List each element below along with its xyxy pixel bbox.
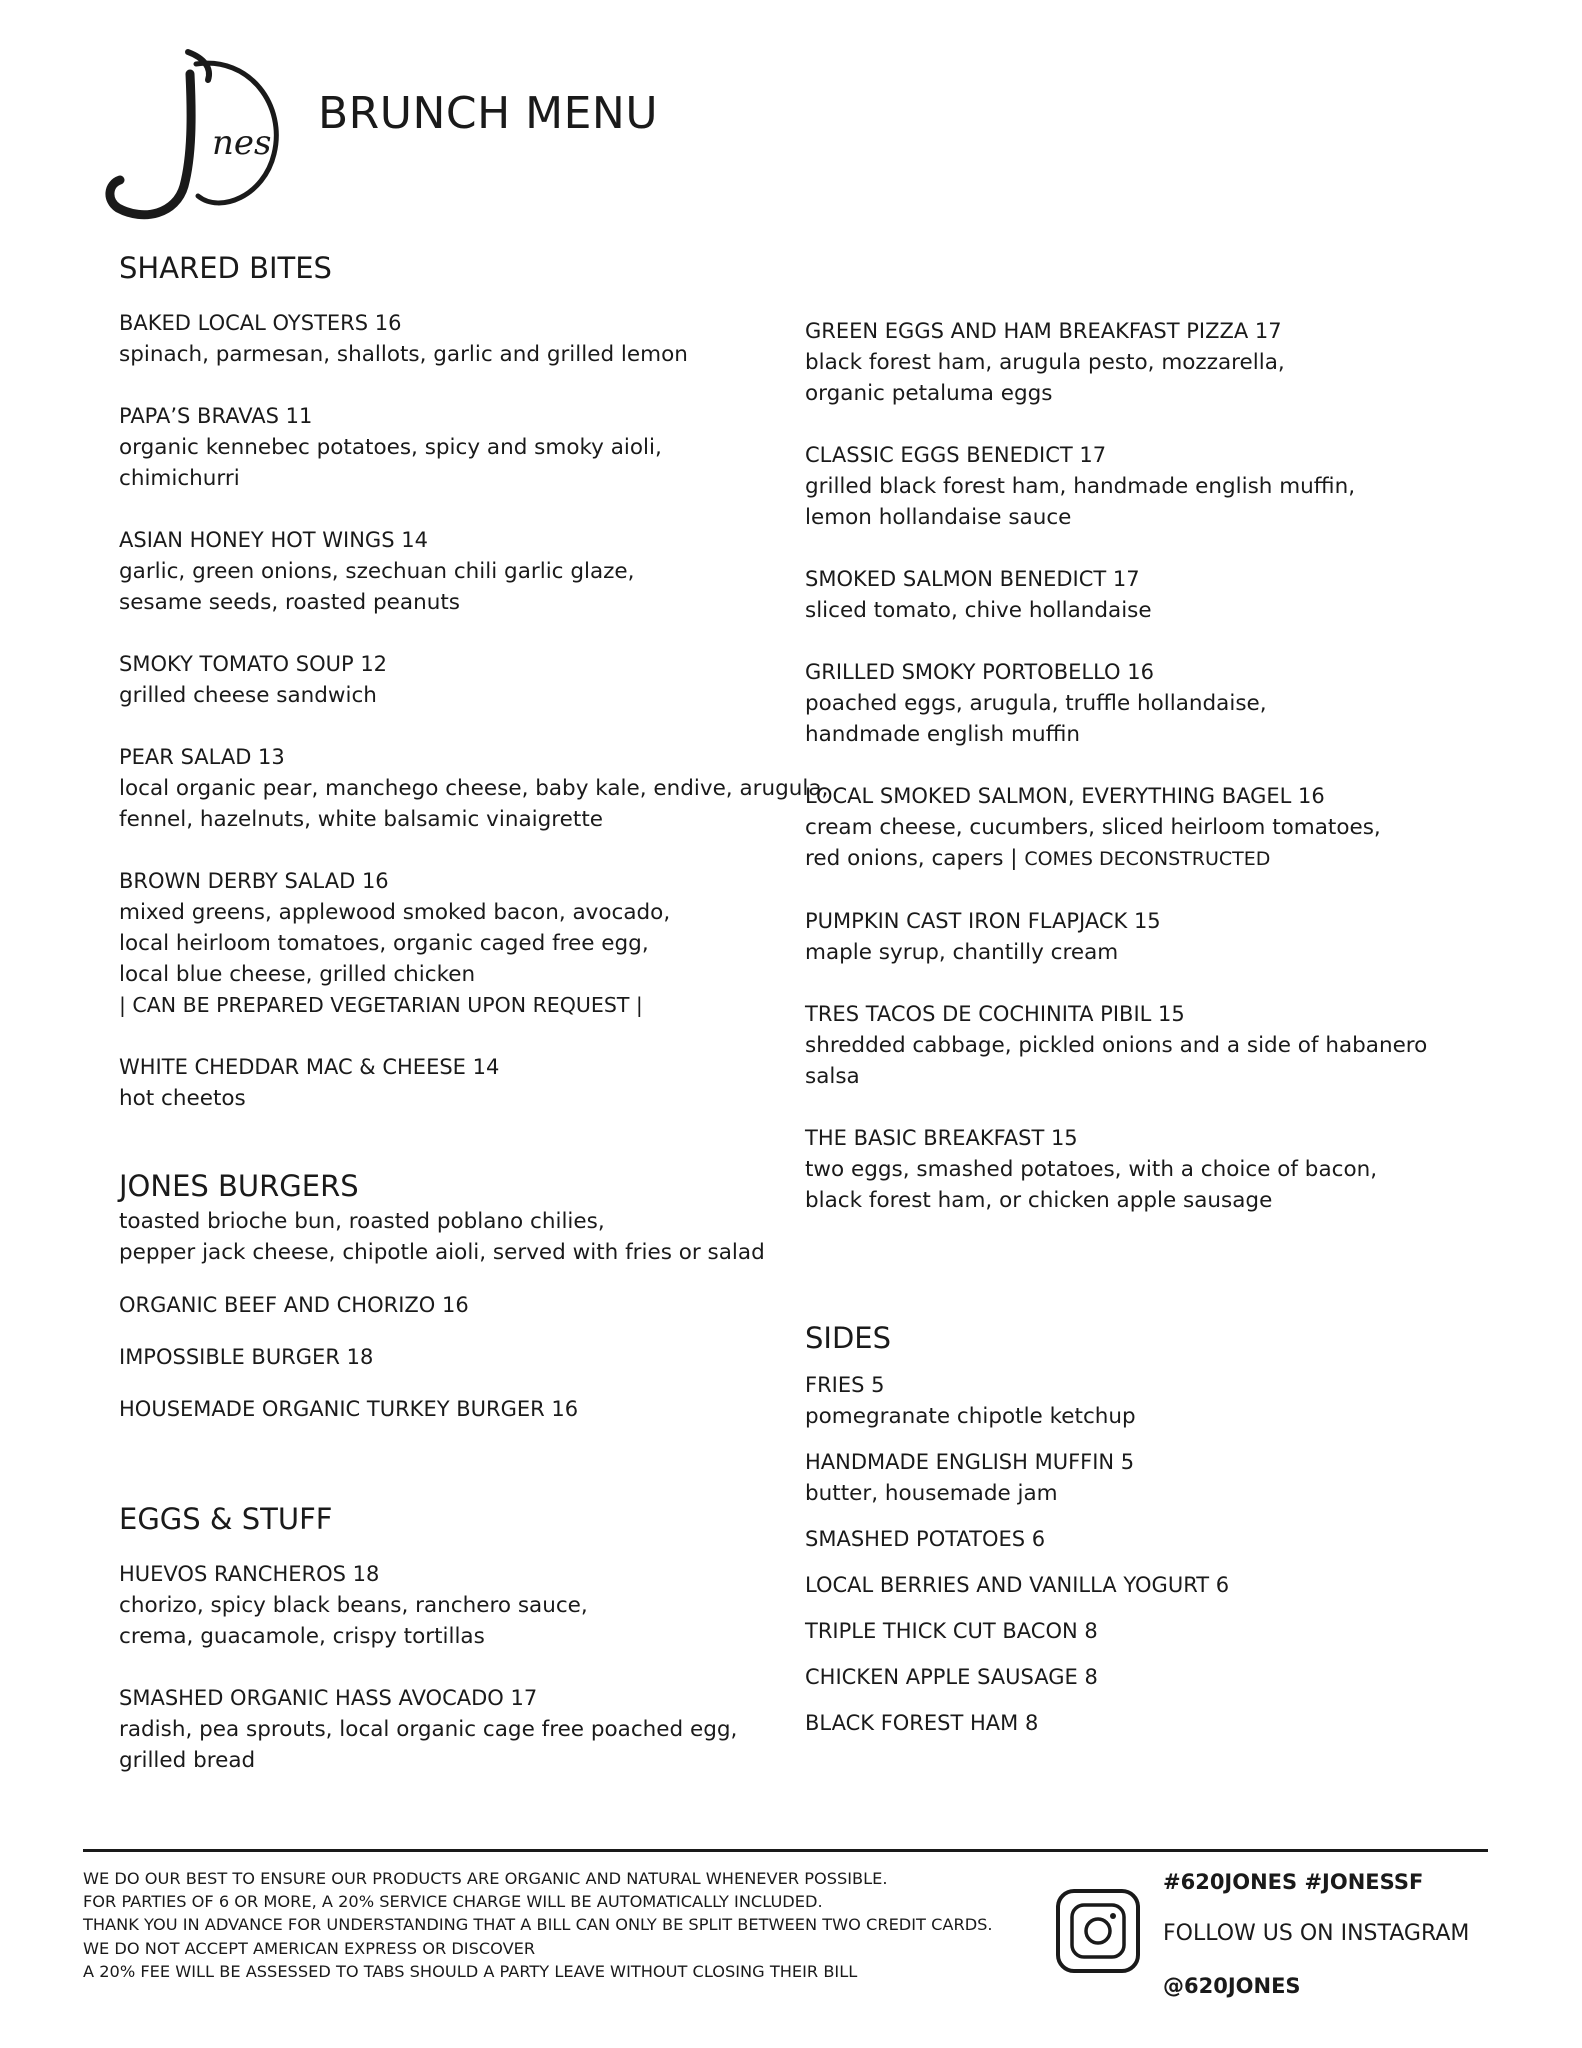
menu-item-name: IMPOSSIBLE BURGER 18 — [119, 1345, 374, 1369]
footer-note: THANK YOU IN ADVANCE FOR UNDERSTANDING THAT A BILL CAN ONLY BE SPLIT BETWEEN TWO CREDIT CARDS. — [83, 1915, 993, 1935]
menu-item-name: ASIAN HONEY HOT WINGS 14 — [119, 528, 428, 552]
page-title: BRUNCH MENU — [318, 88, 659, 139]
menu-item-desc: fennel, hazelnuts, white balsamic vinaigrette — [119, 807, 603, 832]
menu-item-desc-text: maple syrup, chantilly cream — [805, 940, 1119, 965]
side-item-name: CHICKEN APPLE SAUSAGE 8 — [805, 1665, 1098, 1689]
menu-item-name: TRES TACOS DE COCHINITA PIBIL 15 — [805, 1002, 1185, 1026]
menu-item-desc — [805, 595, 1455, 626]
menu-item-desc-text: shredded cabbage, pickled onions and a side of habanero salsa — [805, 1033, 1428, 1089]
menu-item — [805, 781, 1455, 875]
right-items-list — [805, 316, 1455, 1216]
menu-item-desc: grilled bread — [119, 1748, 256, 1773]
section-title-shared-bites: SHARED BITES — [119, 251, 332, 285]
menu-item-desc — [805, 719, 1455, 750]
burgers-list — [119, 1290, 839, 1425]
side-item — [805, 1570, 1455, 1601]
side-item-name: SMASHED POTATOES 6 — [805, 1527, 1046, 1551]
side-item — [805, 1616, 1455, 1647]
hashtags: #620JONES #JONESSF — [1163, 1870, 1424, 1894]
menu-item-desc-text: sliced tomato, chive hollandaise — [805, 598, 1152, 623]
menu-item-name: GRILLED SMOKY PORTOBELLO 16 — [805, 660, 1154, 684]
jones-logo — [100, 46, 290, 226]
menu-item-desc-text: cream cheese, cucumbers, sliced heirloom tomatoes, — [805, 815, 1381, 840]
menu-item-desc — [805, 471, 1455, 502]
menu-item-desc — [805, 502, 1455, 533]
burgers-desc-line: toasted brioche bun, roasted poblano chilies, — [119, 1209, 605, 1234]
menu-item — [119, 649, 839, 711]
menu-item-name: CLASSIC EGGS BENEDICT 17 — [805, 443, 1107, 467]
menu-item-name: SMASHED ORGANIC HASS AVOCADO 17 — [119, 1686, 538, 1710]
side-item-name: FRIES 5 — [805, 1373, 885, 1397]
menu-item-desc: grilled cheese sandwich — [119, 683, 377, 708]
menu-item-desc: spinach, parmesan, shallots, garlic and grilled lemon — [119, 342, 688, 367]
menu-item-name: GREEN EGGS AND HAM BREAKFAST PIZZA 17 — [805, 319, 1282, 343]
menu-item-name: ORGANIC BEEF AND CHORIZO 16 — [119, 1293, 469, 1317]
left-column — [119, 248, 839, 1776]
menu-item-desc: garlic, green onions, szechuan chili garlic glaze, — [119, 559, 635, 584]
menu-item-name: WHITE CHEDDAR MAC & CHEESE 14 — [119, 1055, 500, 1079]
menu-item-desc: radish, pea sprouts, local organic cage free poached egg, — [119, 1717, 738, 1742]
menu-item — [805, 906, 1455, 968]
menu-item-desc-text: grilled black forest ham, handmade english muffin, — [805, 474, 1356, 499]
instagram-icon[interactable] — [1055, 1888, 1141, 1974]
svg-text:nes: nes — [212, 123, 272, 163]
menu-item — [119, 1683, 839, 1776]
menu-item-desc — [805, 1185, 1455, 1216]
menu-item — [119, 308, 839, 370]
menu-item-desc-text: black forest ham, or chicken apple sausage — [805, 1188, 1273, 1213]
menu-item-desc: local blue cheese, grilled chicken — [119, 962, 476, 987]
side-item — [805, 1708, 1455, 1739]
menu-item-desc: hot cheetos — [119, 1086, 246, 1111]
side-item-name: LOCAL BERRIES AND VANILLA YOGURT 6 — [805, 1573, 1230, 1597]
side-item — [805, 1662, 1455, 1693]
burgers-desc-line: pepper jack cheese, chipotle aioli, served with fries or salad — [119, 1240, 765, 1265]
menu-item-desc: chorizo, spicy black beans, ranchero sauce, — [119, 1593, 588, 1618]
menu-item-desc-text: red onions, capers | — [805, 846, 1025, 871]
menu-item-desc — [805, 1030, 1455, 1092]
menu-item-desc — [805, 378, 1455, 409]
menu-item — [805, 440, 1455, 533]
menu-item-desc — [805, 688, 1455, 719]
side-item-name: HANDMADE ENGLISH MUFFIN 5 — [805, 1450, 1135, 1474]
instagram-handle[interactable]: @620JONES — [1163, 1974, 1301, 1998]
menu-item-desc: mixed greens, applewood smoked bacon, avocado, — [119, 900, 671, 925]
footer-note: WE DO OUR BEST TO ENSURE OUR PRODUCTS ARE ORGANIC AND NATURAL WHENEVER POSSIBLE. — [83, 1869, 888, 1888]
menu-item-name: BROWN DERBY SALAD 16 — [119, 869, 389, 893]
menu-item-desc-text: two eggs, smashed potatoes, with a choice of bacon, — [805, 1157, 1378, 1182]
section-title-eggs-and-stuff: EGGS & STUFF — [119, 1502, 333, 1536]
menu-item-desc: sesame seeds, roasted peanuts — [119, 590, 460, 615]
menu-item-name: HUEVOS RANCHEROS 18 — [119, 1562, 380, 1586]
menu-item — [119, 401, 839, 494]
follow-instagram-text: FOLLOW US ON INSTAGRAM — [1163, 1921, 1470, 1946]
shared-bites-list — [119, 308, 839, 1114]
menu-item-desc-text: lemon hollandaise sauce — [805, 505, 1072, 530]
side-item — [805, 1370, 1455, 1432]
menu-item-desc: local heirloom tomatoes, organic caged free egg, — [119, 931, 649, 956]
footer-note: A 20% FEE WILL BE ASSESSED TO TABS SHOULD A PARTY LEAVE WITHOUT CLOSING THEIR BILL — [83, 1961, 858, 1981]
menu-item — [805, 657, 1455, 750]
menu-item — [119, 1559, 839, 1652]
menu-item — [119, 742, 839, 835]
footer-note: WE DO NOT ACCEPT AMERICAN EXPRESS OR DISCOVER — [83, 1938, 536, 1958]
section-title-jones-burgers: JONES BURGERS — [119, 1169, 359, 1203]
side-item-name: TRIPLE THICK CUT BACON 8 — [805, 1619, 1098, 1643]
menu-item-note: | CAN BE PREPARED VEGETARIAN UPON REQUEST | — [119, 993, 643, 1017]
menu-item-desc-text: poached eggs, arugula, truffle hollandaise, — [805, 691, 1267, 716]
menu-item-desc: local organic pear, manchego cheese, baby kale, endive, arugula, — [119, 776, 829, 801]
menu-item — [805, 316, 1455, 409]
menu-item-name: PUMPKIN CAST IRON FLAPJACK 15 — [805, 909, 1161, 933]
menu-item — [805, 999, 1455, 1092]
menu-item-desc — [805, 347, 1455, 378]
side-item-name: BLACK FOREST HAM 8 — [805, 1711, 1039, 1735]
footer-note: FOR PARTIES OF 6 OR MORE, A 20% SERVICE CHARGE WILL BE AUTOMATICALLY INCLUDED. — [83, 1892, 823, 1912]
sides-list — [805, 1370, 1455, 1739]
footer-divider — [83, 1849, 1488, 1852]
menu-item-desc: crema, guacamole, crispy tortillas — [119, 1624, 485, 1649]
menu-item-name: HOUSEMADE ORGANIC TURKEY BURGER 16 — [119, 1397, 579, 1421]
menu-item-desc-text: organic petaluma eggs — [805, 381, 1053, 406]
side-item — [805, 1447, 1455, 1509]
menu-item-desc-text: handmade english muffin — [805, 722, 1080, 747]
footer-notes — [83, 1867, 1043, 1983]
menu-item-name: PEAR SALAD 13 — [119, 745, 285, 769]
menu-item-desc-text: black forest ham, arugula pesto, mozzarella, — [805, 350, 1285, 375]
menu-item-name: SMOKY TOMATO SOUP 12 — [119, 652, 388, 676]
section-title-sides: SIDES — [805, 1321, 892, 1355]
menu-item — [119, 1052, 839, 1114]
social-block — [1163, 1866, 1493, 2002]
menu-item-name: THE BASIC BREAKFAST 15 — [805, 1126, 1078, 1150]
eggs-list — [119, 1559, 839, 1776]
menu-item — [805, 1123, 1455, 1216]
side-item — [805, 1524, 1455, 1555]
menu-item-name: BAKED LOCAL OYSTERS 16 — [119, 311, 402, 335]
menu-item-desc — [805, 937, 1455, 968]
menu-item-name: PAPA’S BRAVAS 11 — [119, 404, 313, 428]
menu-item-desc — [805, 812, 1455, 843]
menu-item-name: LOCAL SMOKED SALMON, EVERYTHING BAGEL 16 — [805, 784, 1325, 808]
menu-item — [119, 866, 839, 1021]
right-column — [805, 316, 1455, 1739]
menu-item-desc: organic kennebec potatoes, spicy and smoky aioli, — [119, 435, 662, 460]
menu-item — [805, 564, 1455, 626]
menu-item-desc — [805, 843, 1455, 875]
menu-item-desc — [805, 1154, 1455, 1185]
menu-item — [119, 525, 839, 618]
burgers-description — [119, 1206, 839, 1268]
menu-item-name: SMOKED SALMON BENEDICT 17 — [805, 567, 1140, 591]
side-item-desc: pomegranate chipotle ketchup — [805, 1404, 1136, 1429]
side-item-desc: butter, housemade jam — [805, 1481, 1058, 1506]
menu-item-inline-note: COMES DECONSTRUCTED — [1024, 848, 1271, 870]
menu-item-desc: chimichurri — [119, 466, 240, 491]
